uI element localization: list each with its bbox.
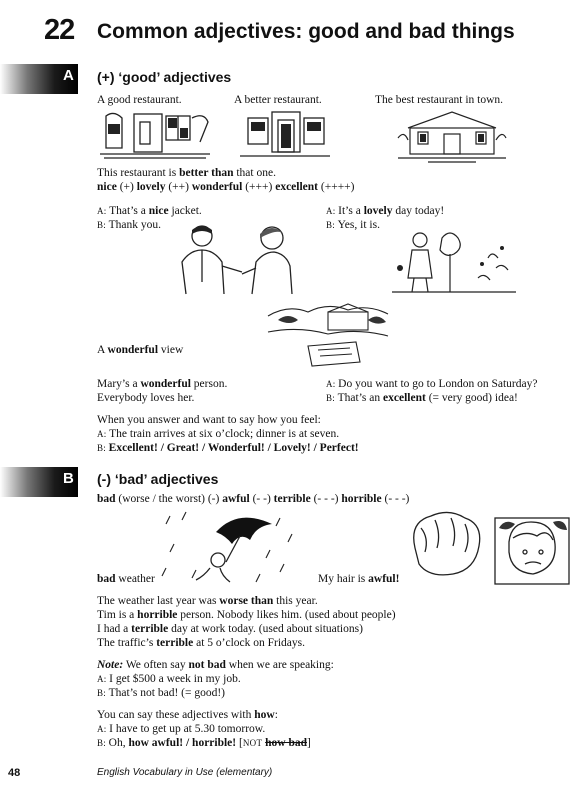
note-not-bad: Note: We often say not bad when we are speaking: bbox=[97, 659, 334, 671]
note-dialog-b: B: That’s not bad! (= good!) bbox=[97, 687, 226, 699]
mary-sentence: Mary’s a wonderful person. bbox=[97, 378, 228, 390]
better-restaurant-illustration bbox=[240, 108, 330, 162]
dialog-jacket-b: B: Thank you. bbox=[97, 219, 162, 231]
wonderful-view-illustration bbox=[268, 302, 388, 370]
bad-weather-illustration bbox=[160, 510, 300, 586]
section-a-letter: A bbox=[63, 67, 74, 84]
caption-good-restaurant: A good restaurant. bbox=[97, 94, 182, 106]
dialog-jacket-a: A: That’s a nice jacket. bbox=[97, 205, 202, 217]
section-a-tab bbox=[0, 64, 78, 94]
caption-best-restaurant: The best restaurant in town. bbox=[375, 94, 504, 106]
caption-better-restaurant: A better restaurant. bbox=[234, 94, 322, 106]
page-number: 48 bbox=[8, 767, 21, 779]
bad-adjective-scale: bad (worse / the worst) (-) awful (- -) terrible (- - -) horrible (- - -) bbox=[97, 493, 410, 505]
lovely-day-illustration bbox=[392, 228, 516, 294]
view-caption: A wonderful view bbox=[97, 344, 184, 356]
bad-weather-caption: bad weather bbox=[97, 573, 155, 585]
worse-than-sentence: The weather last year was worse than this year. bbox=[97, 595, 318, 607]
book-title: English Vocabulary in Use (elementary) bbox=[97, 767, 273, 778]
awful-hair-caption: My hair is awful! bbox=[318, 573, 400, 585]
section-b-tab bbox=[0, 467, 78, 497]
terrible-traffic-sentence: The traffic’s terrible at 5 o’clock on Fridays. bbox=[97, 637, 306, 649]
answer-dialog-b: B: Excellent! / Great! / Wonderful! / Lovely! / Perfect! bbox=[97, 442, 359, 454]
small-restaurant-illustration bbox=[100, 108, 210, 160]
section-b-letter: B bbox=[63, 470, 74, 487]
unit-number: 22 bbox=[44, 14, 75, 46]
section-b-heading: (-) ‘bad’ adjectives bbox=[97, 471, 219, 487]
dialog-lovely-day-a: A: It’s a lovely day today! bbox=[326, 205, 445, 217]
how-intro: You can say these adjectives with how: bbox=[97, 709, 278, 721]
section-a-heading: (+) ‘good’ adjectives bbox=[97, 69, 232, 85]
dialog-london-b: B: That’s an excellent (= very good) idea! bbox=[326, 392, 518, 404]
page-title: Common adjectives: good and bad things bbox=[97, 20, 515, 43]
people-talking-illustration bbox=[168, 222, 298, 294]
dialog-lovely-day-b: B: Yes, it is. bbox=[326, 219, 380, 231]
answer-intro: When you answer and want to say how you feel: bbox=[97, 414, 321, 426]
good-adjective-scale: nice (+) lovely (++) wonderful (+++) excellent (++++) bbox=[97, 181, 355, 193]
best-restaurant-illustration bbox=[398, 108, 506, 164]
awful-hair-illustration bbox=[405, 508, 575, 588]
terrible-day-sentence: I had a terrible day at work today. (used about situations) bbox=[97, 623, 363, 635]
horrible-person-sentence: Tim is a horrible person. Nobody likes him. (used about people) bbox=[97, 609, 396, 621]
how-dialog-b: B: Oh, how awful! / horrible! [NOT how bad] bbox=[97, 737, 311, 749]
dialog-london-a: A: Do you want to go to London on Saturday? bbox=[326, 378, 538, 390]
answer-dialog-a: A: The train arrives at six o’clock; dinner is at seven. bbox=[97, 428, 340, 440]
note-dialog-a: A: I get $500 a week in my job. bbox=[97, 673, 241, 685]
comparison-sentence: This restaurant is better than that one. bbox=[97, 167, 276, 179]
how-dialog-a: A: I have to get up at 5.30 tomorrow. bbox=[97, 723, 266, 735]
mary-sentence-2: Everybody loves her. bbox=[97, 392, 195, 404]
